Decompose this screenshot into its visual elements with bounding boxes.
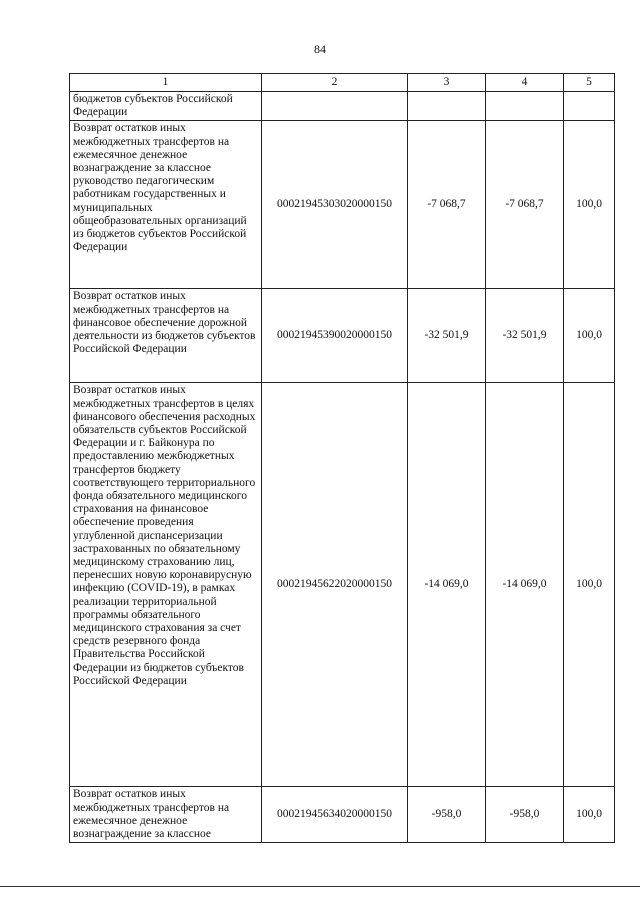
row-value-4: -14 069,0 <box>486 383 564 787</box>
row-code: 00021945390020000150 <box>262 289 408 383</box>
row-value-5: 100,0 <box>564 289 615 383</box>
row-description: бюджетов субъектов Российской Федерации <box>70 92 262 121</box>
column-header: 4 <box>486 74 564 92</box>
row-value-3: -7 068,7 <box>408 121 486 289</box>
row-description: Возврат остатков иных межбюджетных трансфертов на ежемесячное денежное вознаграждение за классное <box>70 787 262 843</box>
column-header: 5 <box>564 74 615 92</box>
row-value-4: -958,0 <box>486 787 564 843</box>
row-value-4: -32 501,9 <box>486 289 564 383</box>
page-bottom-divider <box>0 886 640 887</box>
row-code <box>262 92 408 121</box>
row-value-5 <box>564 92 615 121</box>
row-value-5: 100,0 <box>564 787 615 843</box>
row-code: 00021945634020000150 <box>262 787 408 843</box>
row-value-5: 100,0 <box>564 121 615 289</box>
table-row <box>70 92 615 121</box>
row-code: 00021945622020000150 <box>262 383 408 787</box>
page-number: 84 <box>314 42 326 56</box>
row-value-4 <box>486 92 564 121</box>
row-value-3 <box>408 92 486 121</box>
column-header: 2 <box>262 74 408 92</box>
row-description: Возврат остатков иных межбюджетных трансфертов на ежемесячное денежное вознаграждение за классное руководство педагогическим работникам государственных и муниципальных общеобразовательных организаций из бюджетов субъектов Российской Федерации <box>70 121 262 289</box>
row-description: Возврат остатков иных межбюджетных трансфертов в целях финансового обеспечения расходных обязательств субъектов Российской Федерации и г. Байконура по предоставлению межбюджетных трансфертов бюджету соответствующего территориального фонда обязательного медицинского страхования на финансовое обеспечение проведения углубленной диспансеризации застрахованных по обязательному медицинскому страхованию лиц, перенесших новую коронавирусную инфекцию (COVID-19), в рамках реализации территориальной программы обязательного медицинского страхования за счет средств резервного фонда Правительства Российской Федерации из бюджетов субъектов Российской Федерации <box>70 383 262 787</box>
table-row <box>70 787 615 843</box>
row-value-4: -7 068,7 <box>486 121 564 289</box>
table-row <box>70 289 615 383</box>
row-description: Возврат остатков иных межбюджетных трансфертов на финансовое обеспечение дорожной деятельности из бюджетов субъектов Российской Федерации <box>70 289 262 383</box>
row-value-3: -32 501,9 <box>408 289 486 383</box>
column-header: 3 <box>408 74 486 92</box>
table-header-row <box>70 74 615 92</box>
row-value-3: -958,0 <box>408 787 486 843</box>
row-value-5: 100,0 <box>564 383 615 787</box>
table-row <box>70 383 615 787</box>
budget-table <box>69 73 615 843</box>
column-header: 1 <box>70 74 262 92</box>
table-row <box>70 121 615 289</box>
row-value-3: -14 069,0 <box>408 383 486 787</box>
row-code: 00021945303020000150 <box>262 121 408 289</box>
